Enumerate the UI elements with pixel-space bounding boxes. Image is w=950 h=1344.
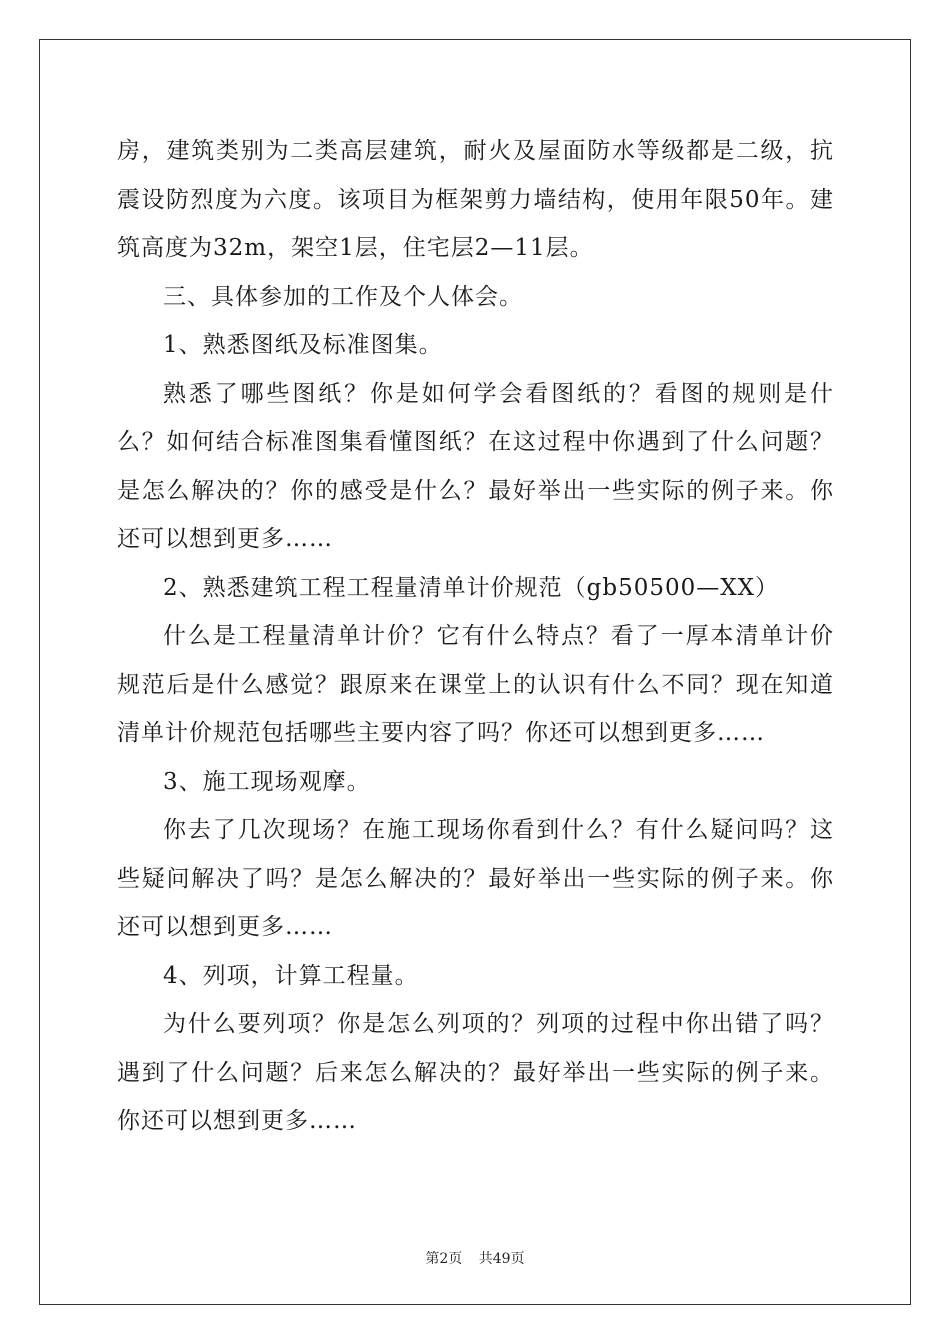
subheading-2: 2、熟悉建筑工程工程量清单计价规范（gb50500—XX） xyxy=(163,574,779,601)
section-heading-3: 三、具体参加的工作及个人体会。 xyxy=(163,283,523,310)
paragraph-site-visit: 你去了几次现场？在施工现场你看到什么？有什么疑问吗？这些疑问解决了吗？是怎么解决的？最好举出一些实际的例子来。你还可以想到更多…… xyxy=(117,817,834,940)
paragraph-continuation: 房，建筑类别为二类高层建筑，耐火及屋面防水等级都是二级，抗震设防烈度为六度。该项目为框架剪力墙结构，使用年限50年。建筑高度为32m，架空1层，住宅层2—11层。 xyxy=(117,138,834,261)
paragraph-quantities: 为什么要列项？你是怎么列项的？列项的过程中你出错了吗？遇到了什么问题？后来怎么解决的？最好举出一些实际的例子来。你还可以想到更多…… xyxy=(117,1011,834,1134)
page-total: 共49页 xyxy=(478,1251,525,1267)
subheading-4: 4、列项，计算工程量。 xyxy=(163,962,419,989)
subheading-3: 3、施工现场观摩。 xyxy=(163,768,371,795)
page-number: 第2页 xyxy=(425,1251,463,1267)
subheading-1: 1、熟悉图纸及标准图集。 xyxy=(163,332,443,358)
page-footer xyxy=(0,1248,950,1268)
paragraph-pricing: 什么是工程量清单计价？它有什么特点？看了一厚本清单计价规范后是什么感觉？跟原来在课堂上的认识有什么不同？现在知道清单计价规范包括哪些主要内容了吗？你还可以想到更多…… xyxy=(117,623,834,746)
document-body xyxy=(117,127,834,1146)
paragraph-drawings: 熟悉了哪些图纸？你是如何学会看图纸的？看图的规则是什么？如何结合标准图集看懂图纸？在这过程中你遇到了什么问题？是怎么解决的？你的感受是什么？最好举出一些实际的例子来。你还可以想到更多…… xyxy=(117,380,834,552)
